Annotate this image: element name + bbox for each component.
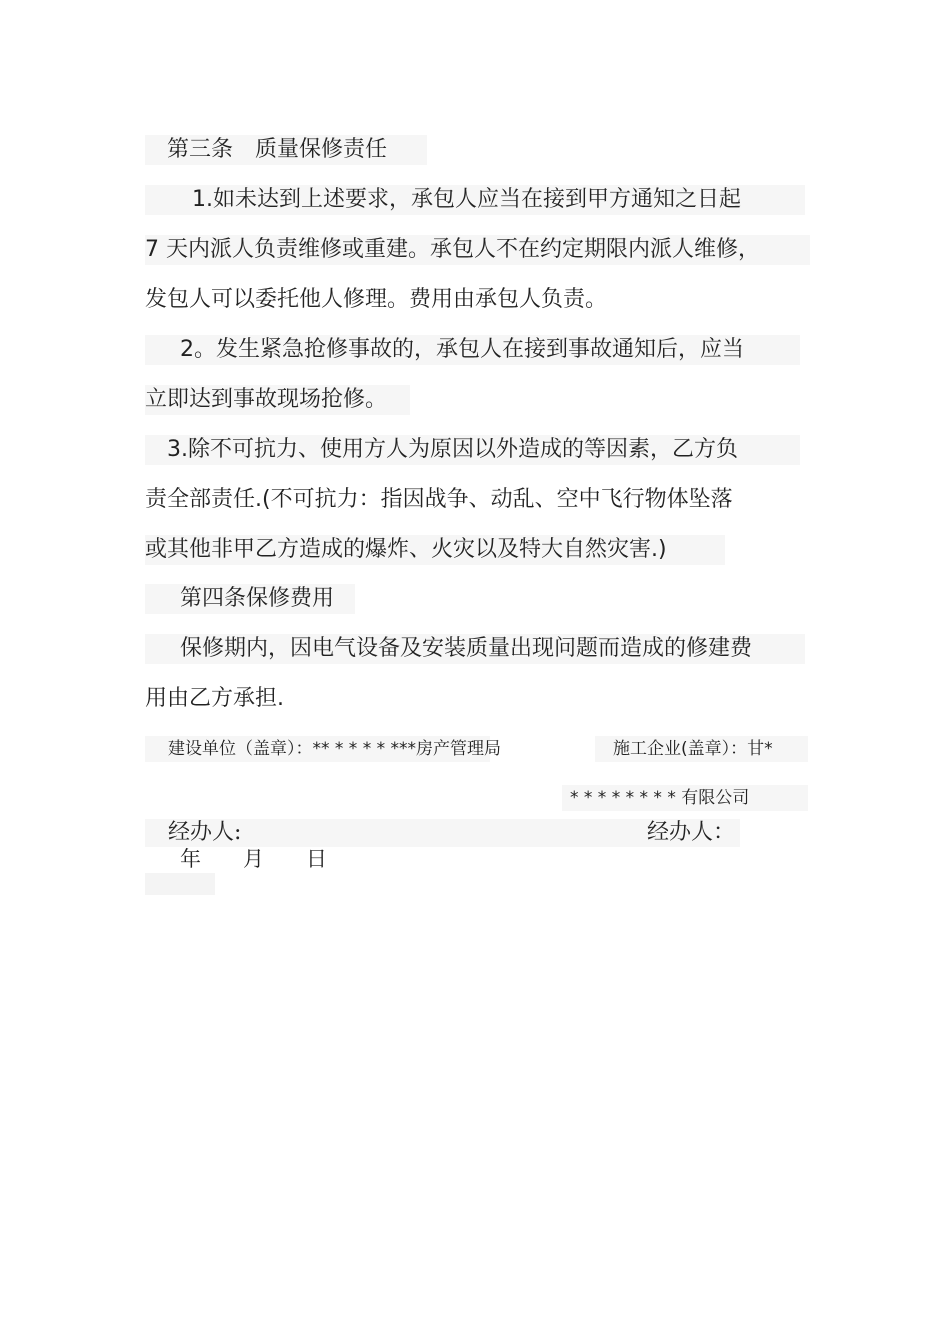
contractor-company: * * * * * * * * 有限公司 — [562, 785, 808, 811]
shaded-block — [145, 873, 215, 895]
article3-item1-line2: 7 天内派人负责维修或重建。承包人不在约定期限内派人维修， — [145, 235, 810, 265]
article3-item2-line1: 2。发生紧急抢修事故的，承包人在接到事故通知后，应当 — [145, 335, 800, 365]
article3-item1-line1: 1.如未达到上述要求，承包人应当在接到甲方通知之日起 — [145, 185, 805, 215]
article4-line2: 用由乙方承担. — [145, 686, 284, 711]
article4-line1: 保修期内，因电气设备及安装质量出现问题而造成的修建费 — [145, 634, 805, 664]
article3-item3-line3: 或其他非甲乙方造成的爆炸、火灾以及特大自然灾害.) — [145, 535, 725, 565]
date-line: 年 月 日 — [180, 847, 327, 871]
contractor-seal-label: 施工企业(盖章）：甘* — [595, 736, 808, 762]
article3-item3-line2: 责全部责任.(不可抗力：指因战争、动乱、空中飞行物体坠落 — [145, 487, 733, 512]
article3-item3-line1: 3.除不可抗力、使用方人为原因以外造成的等因素，乙方负 — [145, 435, 800, 465]
article3-item2-line2: 立即达到事故现场抢修。 — [145, 385, 410, 415]
article3-heading: 第三条 质量保修责任 — [145, 135, 427, 165]
owner-seal-label: 建设单位（盖章）：** * * * * ***房产管理局 — [145, 736, 490, 762]
article4-heading: 第四条保修费用 — [145, 584, 355, 614]
handler-right-label: 经办人： — [647, 820, 736, 845]
handler-left-label: 经办人: — [145, 819, 740, 847]
article3-item1-line3: 发包人可以委托他人修理。费用由承包人负责。 — [145, 287, 608, 312]
